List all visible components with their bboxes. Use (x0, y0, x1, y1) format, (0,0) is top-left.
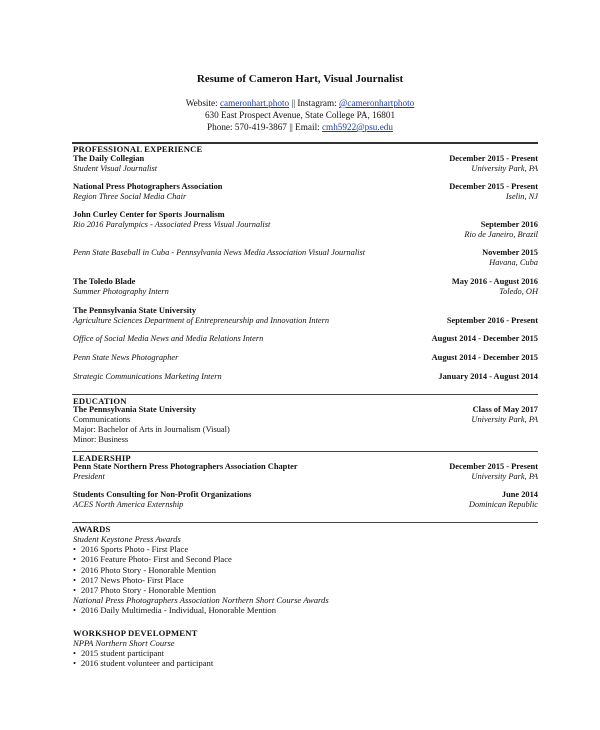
entry-date: November 2015 (482, 248, 538, 257)
experience-entry (73, 353, 538, 363)
entry-role: Penn State Baseball in Cuba - Pennsylvania News Media Association Visual Journalist (73, 248, 366, 257)
list-item: • 2017 Photo Story - Honorable Mention (73, 585, 329, 595)
entry-role: Penn State News Photographer (73, 353, 179, 362)
contact-block (0, 97, 600, 133)
entry-org: John Curley Center for Sports Journalism (73, 210, 225, 219)
experience-entry (73, 372, 538, 382)
entry-place: Rio de Janeiro, Brazil (464, 230, 538, 239)
website-label: Website: (185, 98, 220, 108)
entry-org: The Pennsylvania State University (73, 306, 197, 315)
entry-org: Students Consulting for Non-Profit Organizations (73, 490, 252, 499)
education-date: Class of May 2017 (472, 405, 538, 414)
education-entry (73, 405, 538, 445)
contact-line-3 (0, 121, 600, 133)
entry-role: President (73, 472, 105, 481)
entry-role: Student Visual Journalist (73, 164, 158, 173)
award-group-title: National Press Photographers Association Northern Short Course Awards (73, 595, 329, 606)
experience-entry (73, 306, 538, 326)
list-item: • 2017 News Photo- First Place (73, 575, 329, 585)
instagram-label: || Instagram: (289, 98, 339, 108)
major: Major: Bachelor of Arts in Journalism (Visual) (73, 425, 230, 434)
address-line: 630 East Prospect Avenue, State College PA, 16801 (204, 110, 396, 120)
entry-place: University Park, PA (471, 164, 538, 173)
entry-date: December 2015 - Present (449, 462, 538, 471)
list-item: • 2016 Photo Story - Honorable Mention (73, 565, 329, 575)
experience-heading: PROFESSIONAL EXPERIENCE (73, 144, 203, 154)
entry-role: ACES North America Externship (73, 500, 184, 509)
experience-entry (73, 154, 538, 174)
entry-org: The Toledo Blade (73, 277, 136, 286)
workshop-heading: WORKSHOP DEVELOPMENT (73, 628, 198, 638)
entry-place: Iselin, NJ (505, 192, 538, 201)
entry-org: Penn State Northern Press Photographers Association Chapter (73, 462, 298, 471)
list-item: • 2016 student volunteer and participant (73, 658, 213, 668)
leadership-entry (73, 490, 538, 510)
entry-date: August 2014 - December 2015 (431, 334, 538, 343)
list-item: • 2015 student participant (73, 648, 213, 658)
entry-date: May 2016 - August 2016 (451, 277, 538, 286)
awards-list (73, 534, 329, 616)
website-link[interactable]: cameronhart.photo (219, 98, 290, 108)
instagram-link[interactable]: @cameronhartphoto (338, 98, 415, 108)
entry-place: Dominican Republic (468, 500, 538, 509)
awards-heading: AWARDS (73, 524, 111, 534)
list-item: • 2016 Sports Photo - First Place (73, 544, 329, 554)
experience-entry (73, 334, 538, 344)
entry-date: December 2015 - Present (449, 154, 538, 163)
entry-role: Summer Photography Intern (73, 287, 169, 296)
entry-org: National Press Photographers Association (73, 182, 223, 191)
entry-role: Agriculture Sciences Department of Entrepreneurship and Innovation Intern (73, 316, 330, 325)
education-place: University Park, PA (471, 415, 538, 424)
entry-place: University Park, PA (471, 472, 538, 481)
contact-line-1 (0, 97, 600, 109)
experience-entry (73, 182, 538, 202)
entry-role: Office of Social Media News and Media Relations Intern (73, 334, 264, 343)
entry-role: Strategic Communications Marketing Intern (73, 372, 222, 381)
phone-label: Phone: 570-419-3867 || Email: (207, 122, 322, 132)
entry-date: September 2016 (480, 220, 538, 229)
list-item: • 2016 Feature Photo- First and Second Place (73, 554, 329, 564)
section-rule (72, 522, 538, 523)
list-item: • 2016 Daily Multimedia - Individual, Honorable Mention (73, 605, 329, 615)
experience-entry (73, 277, 538, 297)
resume-title: Resume of Cameron Hart, Visual Journalist (196, 73, 404, 85)
entry-date: September 2016 - Present (446, 316, 538, 325)
education-heading: EDUCATION (73, 396, 127, 406)
section-rule (72, 451, 538, 452)
workshop-group-title: NPPA Northern Short Course (73, 638, 175, 648)
workshop-list (73, 638, 213, 669)
entry-role: Rio 2016 Paralympics - Associated Press Visual Journalist (73, 220, 271, 229)
entry-place: Toledo, OH (499, 287, 538, 296)
experience-entry (73, 210, 538, 240)
entry-date: June 2014 (501, 490, 538, 499)
entry-role: Region Three Social Media Chair (73, 192, 187, 201)
section-rule (72, 394, 538, 395)
leadership-entry (73, 462, 538, 482)
email-link[interactable]: cmh5922@psu.edu (321, 122, 393, 132)
award-group-title: Student Keystone Press Awards (73, 534, 181, 544)
entry-date: January 2014 - August 2014 (438, 372, 538, 381)
entry-date: December 2015 - Present (449, 182, 538, 191)
school-name: The Pennsylvania State University (73, 405, 197, 414)
leadership-heading: LEADERSHIP (73, 453, 131, 463)
entry-date: August 2014 - December 2015 (431, 353, 538, 362)
college-name: Communications (73, 415, 131, 424)
entry-place: Havana, Cuba (489, 258, 538, 267)
minor: Minor: Business (73, 435, 129, 444)
experience-entry (73, 248, 538, 268)
entry-org: The Daily Collegian (73, 154, 145, 163)
